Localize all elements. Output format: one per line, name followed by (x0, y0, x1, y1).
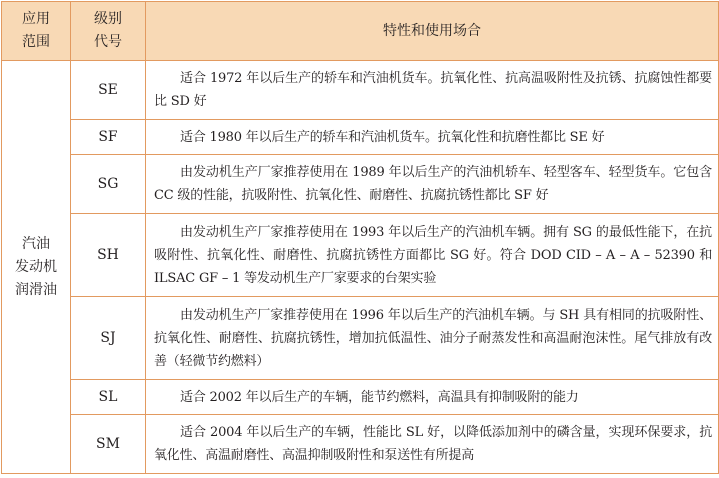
header-grade-line2: 代号 (94, 34, 122, 50)
header-description: 特性和使用场合 (146, 2, 719, 61)
table-row (2, 297, 719, 380)
header-scope-line2: 范围 (22, 34, 50, 50)
header-grade-line1: 级别 (94, 11, 122, 27)
grade-description: 适合 1980 年以后生产的轿车和汽油机货车。抗氧化性和抗磨性都比 SE 好 (146, 120, 719, 155)
table-row (2, 214, 719, 297)
grade-code: SM (71, 415, 146, 474)
table-header-row (2, 2, 719, 61)
oil-grade-table-container (1, 1, 718, 476)
header-scope (2, 2, 71, 61)
header-scope-line1: 应用 (22, 11, 50, 27)
grade-code: SH (71, 214, 146, 297)
table-row (2, 380, 719, 415)
grade-code: SE (71, 61, 146, 120)
grade-description: 适合 2004 年以后生产的车辆，性能比 SL 好，以降低添加剂中的磷含量，实现环保要求，抗氧化性、高温耐磨性、高温抑制吸附性和泵送性有所提高 (146, 415, 719, 474)
table-row (2, 61, 719, 120)
grade-code: SG (71, 155, 146, 214)
scope-line1: 汽油 (22, 235, 50, 252)
grade-description: 由发动机生产厂家推荐使用在 1989 年以后生产的汽油机轿车、轻型客车、轻型货车。它包含 CC 级的性能，抗吸附性、抗氧化性、耐磨性、抗腐抗锈性都比 SF 好 (146, 155, 719, 214)
scope-cell (2, 61, 71, 474)
grade-code: SJ (71, 297, 146, 380)
grade-description: 适合 1972 年以后生产的轿车和汽油机货车。抗氧化性、抗高温吸附性及抗锈、抗腐蚀性都要比 SD 好 (146, 61, 719, 120)
grade-code: SL (71, 380, 146, 415)
oil-grade-table (1, 1, 719, 474)
scope-line3: 润滑油 (15, 281, 57, 298)
header-grade (71, 2, 146, 61)
table-row (2, 120, 719, 155)
scope-line2: 发动机 (15, 258, 57, 275)
table-row (2, 415, 719, 474)
table-row (2, 155, 719, 214)
grade-code: SF (71, 120, 146, 155)
grade-description: 适合 2002 年以后生产的车辆，能节约燃料，高温具有抑制吸附的能力 (146, 380, 719, 415)
grade-description: 由发动机生产厂家推荐使用在 1993 年以后生产的汽油机车辆。拥有 SG 的最低性能下，在抗吸附性、抗氧化性、耐磨性、抗腐抗锈性方面都比 SG 好。符合 DOD CID – A – A – 52390 和 ILSAC GF – 1 等发动机生产厂家要求的台架实验 (146, 214, 719, 297)
grade-description: 由发动机生产厂家推荐使用在 1996 年以后生产的汽油机车辆。与 SH 具有相同的抗吸附性、抗氧化性、耐磨性、抗腐抗锈性，增加抗低温性、油分子耐蒸发性和高温耐泡沫性。尾气排放有改善（轻微节约燃料） (146, 297, 719, 380)
